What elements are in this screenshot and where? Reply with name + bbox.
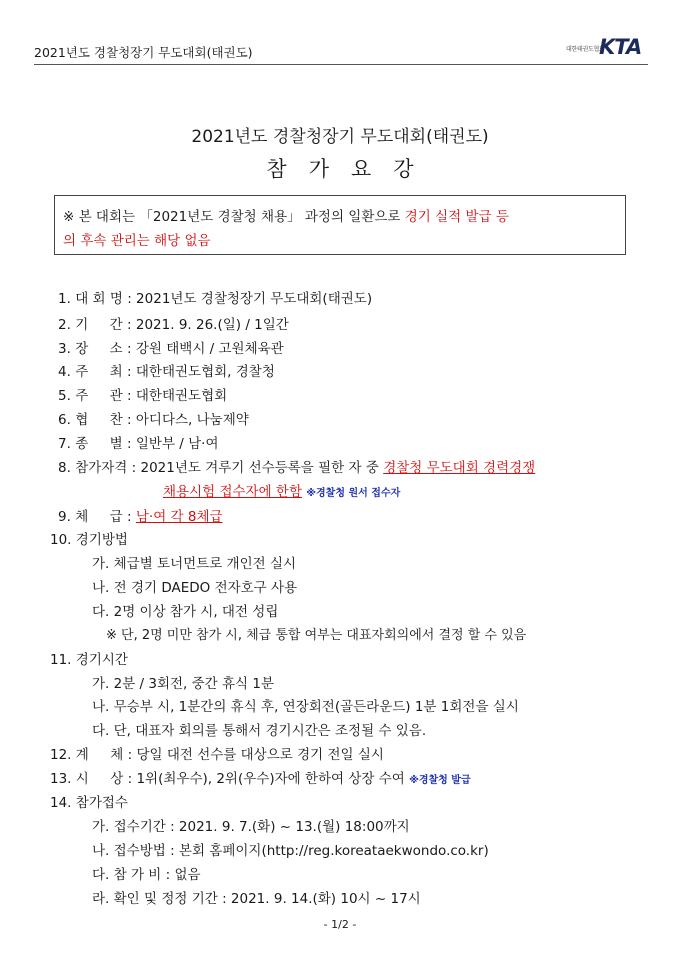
item-14-c: 다. 참 가 비 : 없음 — [92, 867, 201, 883]
item-10-note: ※ 단, 2명 미만 참가 시, 체급 통합 여부는 대표자회의에서 결정 할 수 있음 — [106, 628, 527, 643]
item-11-c: 다. 단, 대표자 회의를 통해서 경기시간은 조정될 수 있음. — [92, 723, 427, 739]
item-8: 8. 참가자격 : 2021년도 겨루기 선수등록을 필한 자 중 경찰청 무도대회 경력경쟁 — [58, 460, 536, 476]
item-10-a: 가. 체급별 토너먼트로 개인전 실시 — [92, 556, 297, 572]
item-2: 2. 기 간 : 2021. 9. 26.(일) / 1일간 — [58, 317, 289, 333]
item-10-c: 다. 2명 이상 참가 시, 대전 성립 — [92, 604, 279, 620]
item-6: 6. 협 찬 : 아디다스, 나눔제약 — [58, 412, 249, 428]
weight-class-red: 남·여 각 8체급 — [135, 509, 223, 525]
document-subtitle: 참가요강 — [266, 157, 436, 181]
eligibility-note: ※경찰청 원서 접수자 — [306, 488, 401, 499]
notice-red-text: 경기 실적 발급 등 — [404, 209, 509, 225]
item-10-b: 나. 전 경기 DAEDO 전자호구 사용 — [92, 580, 298, 596]
item-12: 12. 계 체 : 당일 대전 선수를 대상으로 경기 전일 실시 — [50, 747, 384, 763]
item-9: 9. 체 급 : 남·여 각 8체급 — [58, 509, 223, 525]
item-11-a: 가. 2분 / 3회전, 중간 휴식 1분 — [92, 676, 275, 692]
page-number: - 1/2 - — [323, 918, 357, 931]
item-10: 10. 경기방법 — [50, 532, 128, 548]
item-4: 4. 주 최 : 대한태권도협회, 경찰청 — [58, 364, 275, 380]
item-14-a: 가. 접수기간 : 2021. 9. 7.(화) ~ 13.(월) 18:00까지 — [92, 819, 410, 835]
item-7: 7. 종 별 : 일반부 / 남·여 — [58, 436, 219, 452]
item-8-cont — [163, 483, 400, 503]
item-14-d: 라. 확인 및 정정 기간 : 2021. 9. 14.(화) 10시 ~ 17시 — [92, 891, 421, 907]
notice-line-2: 의 후속 관리는 해당 없음 — [63, 233, 211, 249]
logo-org-name: 대한태권도협회 — [566, 46, 605, 53]
document-title: 2021년도 경찰청장기 무도대회(태권도) — [191, 127, 489, 147]
eligibility-red-1: 경찰청 무도대회 경력경쟁 — [383, 460, 536, 476]
item-11-b: 나. 무승부 시, 1분간의 휴식 후, 연장회전(골든라운드) 1분 1회전을 실시 — [92, 699, 519, 715]
kta-logo — [566, 35, 646, 59]
eligibility-red-2: 채용시험 접수자에 한함 — [163, 484, 302, 500]
notice-line-1 — [63, 205, 509, 225]
running-header: 2021년도 경찰청장기 무도대회(태권도) — [34, 45, 253, 60]
item-14: 14. 참가접수 — [50, 795, 128, 811]
logo-mark: KTA — [599, 35, 642, 59]
item-13: 13. 시 상 : 1위(최우수), 2위(우수)자에 한하여 상장 수여 ※경찰청 발급 — [50, 771, 471, 787]
item-14-b: 나. 접수방법 : 본회 홈페이지(http://reg.koreataekwondo.co.kr) — [92, 843, 489, 859]
item-11: 11. 경기시간 — [50, 652, 128, 668]
item-1: 1. 대 회 명 : 2021년도 경찰청장기 무도대회(태권도) — [58, 291, 373, 307]
award-note: ※경찰청 발급 — [409, 775, 471, 786]
notice-text: ※ 본 대회는 「2021년도 경찰청 채용」 과정의 일환으로 — [63, 209, 405, 225]
item-5: 5. 주 관 : 대한태권도협회 — [58, 388, 228, 404]
notice-box — [54, 195, 626, 255]
item-3: 3. 장 소 : 강원 태백시 / 고원체육관 — [58, 341, 284, 357]
header-divider — [34, 64, 648, 65]
